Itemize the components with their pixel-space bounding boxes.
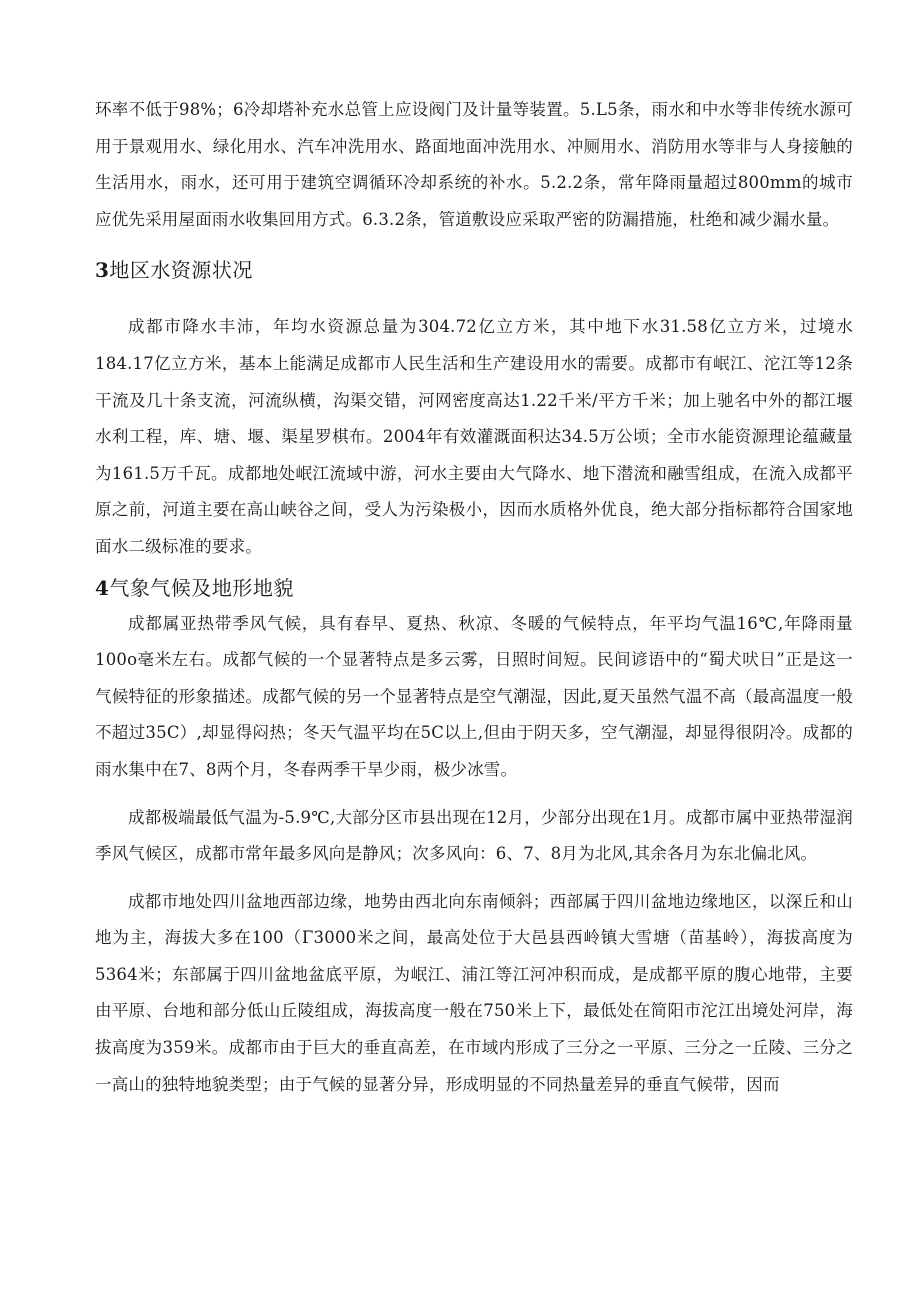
- section-4-title: 气象气候及地形地貌: [109, 575, 294, 600]
- intro-paragraph: 环率不低于98%；6冷却塔补充水总管上应设阀门及计量等装置。5.L5条，雨水和中水等非传统水源可用于景观用水、绿化用水、汽车冲洗用水、路面地面冲洗用水、冲厕用水、消防用水等非与人身接触的生活用水，雨水，还可用于建筑空调循环冷却系统的补水。5.2.2条，常年降雨量超过800mm的城市应优先采用屋面雨水收集回用方式。6.3.2条，管道敷设应采取严密的防漏措施，杜绝和减少漏水量。: [95, 100, 853, 229]
- document-page: [95, 92, 853, 1103]
- section-3-paragraph: 成都市降水丰沛，年均水资源总量为304.72亿立方米，其中地下水31.58亿立方米，过境水184.17亿立方米，基本上能满足成都市人民生活和生产建设用水的需要。成都市有岷江、沱江等12条干流及几十条支流，河流纵横，沟渠交错，河网密度高达1.22千米/平方千米；加上驰名中外的都江堰水利工程，库、塘、堰、渠星罗棋布。2004年有效灌溉面积达34.5万公顷；全市水能资源理论蕴藏量为161.5万千瓦。成都地处岷江流域中游，河水主要由大气降水、地下潜流和融雪组成，在流入成都平原之前，河道主要在高山峡谷之间，受人为污染极小，因而水质格外优良，绝大部分指标都符合国家地面水二级标准的要求。: [95, 317, 853, 556]
- section-3-heading: [95, 252, 853, 288]
- section-3-title: 地区水资源状况: [109, 258, 253, 283]
- section-4-number: 4: [95, 575, 110, 600]
- section-4-heading: [95, 570, 853, 606]
- section-3-number: 3: [95, 258, 110, 283]
- section-4-paragraph-3: 成都市地处四川盆地西部边缘，地势由西北向东南倾斜；西部属于四川盆地边缘地区，以深丘和山地为主，海拔大多在100（Γ3000米之间，最高处位于大邑县西岭镇大雪塘（苗基岭），海拔高度为5364米；东部属于四川盆地盆底平原，为岷江、浦江等江河冲积而成，是成都平原的腹心地带，主要由平原、台地和部分低山丘陵组成，海拔高度一般在750米上下，最低处在简阳市沱江出境处河岸，海拔高度为359米。成都市由于巨大的垂直高差，在市域内形成了三分之一平原、三分之一丘陵、三分之一高山的独特地貌类型；由于气候的显著分异，形成明显的不同热量差异的垂直气候带，因而: [95, 891, 853, 1094]
- section-4-paragraph-2: 成都极端最低气温为-5.9℃,大部分区市县出现在12月，少部分出现在1月。成都市属中亚热带湿润季风气候区，成都市常年最多风向是静风；次多风向：6、7、8月为北风,其余各月为东北偏北风。: [95, 807, 853, 864]
- section-4-paragraph-1: 成都属亚热带季风气候，具有春早、夏热、秋凉、冬暖的气候特点，年平均气温16℃,年降雨量100o毫米左右。成都气候的一个显著特点是多云雾，日照时间短。民间谚语中的“蜀犬吠日”正是这一气候特征的形象描述。成都气候的另一个显著特点是空气潮湿，因此,夏天虽然气温不高（最高温度一般不超过35C）,却显得闷热；冬天气温平均在5C以上,但由于阴天多，空气潮湿，却显得很阴冷。成都的雨水集中在7、8两个月，冬春两季干旱少雨，极少冰雪。: [95, 613, 853, 779]
